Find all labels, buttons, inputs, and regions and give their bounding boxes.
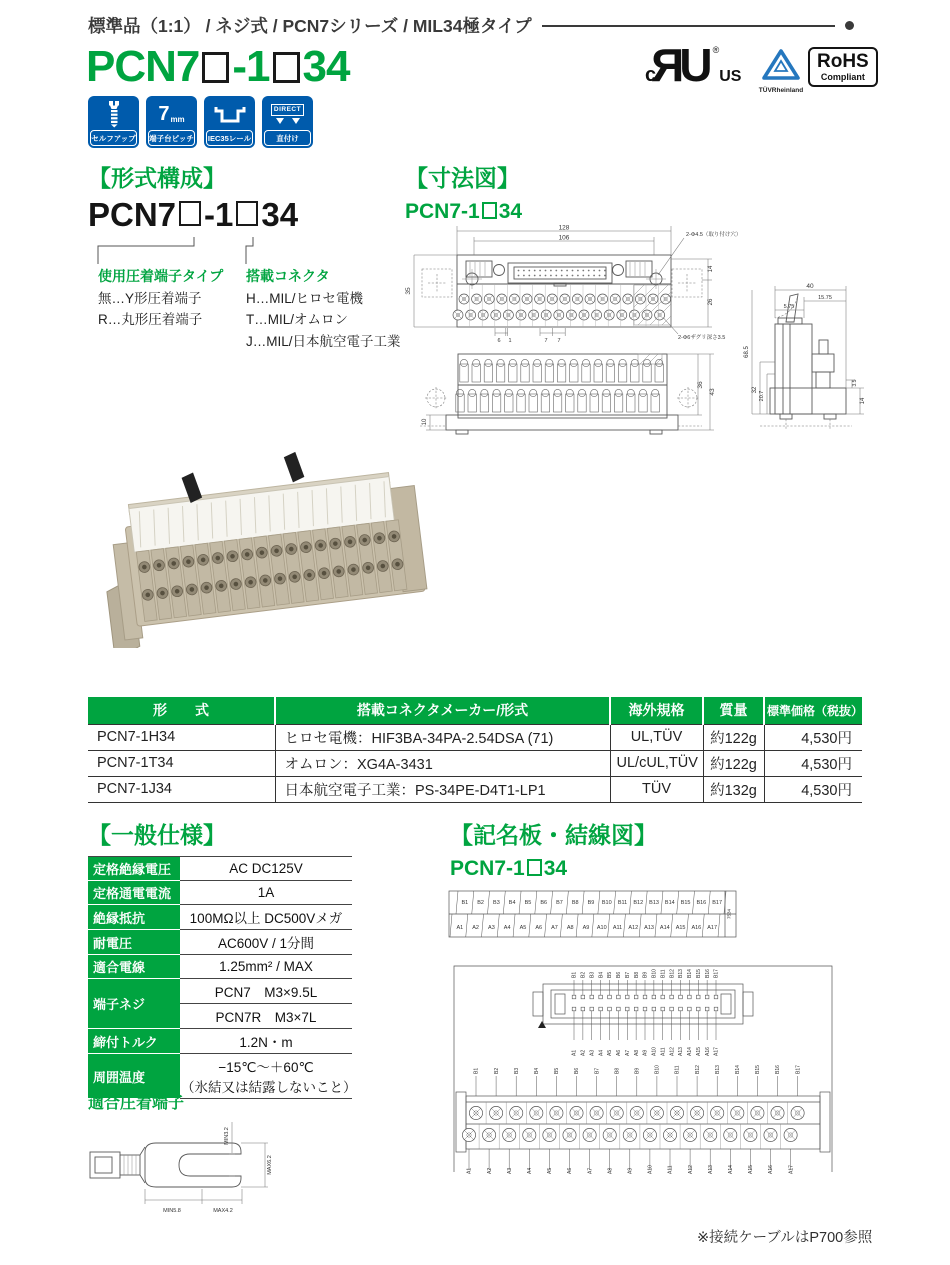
wiring-diagram	[448, 944, 838, 1176]
terminal-label: B14	[687, 969, 694, 978]
terminal-label: A8	[607, 1167, 614, 1174]
section-heading-nameplate: 【記名板・結線図】	[450, 822, 657, 848]
terminal-label: A17	[707, 925, 718, 931]
terminal-label: B2	[493, 1067, 500, 1074]
terminal-label: B6	[540, 900, 548, 906]
table-cell: 4,530円	[764, 750, 862, 776]
terminal-label: B7	[624, 971, 631, 978]
table-cell: 4,530円	[764, 724, 862, 750]
table-row	[88, 724, 862, 750]
terminal-label: A3	[589, 1049, 596, 1056]
terminal-label: A4	[503, 925, 511, 931]
terminal-label: B8	[633, 971, 640, 978]
crimp-terminal-drawing	[82, 1112, 307, 1220]
dimension-model: PCN7-1 34	[405, 200, 523, 223]
section-heading-specs: 【一般仕様】	[88, 822, 226, 848]
spec-value: 100MΩ以上 DC500Vメガ	[180, 905, 352, 930]
spec-row	[88, 881, 352, 905]
direct-mount-icon: DIRECT	[264, 98, 311, 130]
title-part: -1	[232, 42, 270, 91]
connector-type-group: 搭載コネクタ H…MIL/ヒロセ電機 T…MIL/オムロン J…MIL/日本航空電子工業	[246, 266, 401, 352]
plate-code: 7534	[726, 908, 732, 920]
terminal-label: B10	[601, 900, 612, 906]
dim-label: 5.75	[783, 304, 795, 310]
terminal-label: B12	[633, 900, 644, 906]
format-leader-lines	[88, 237, 388, 264]
spec-value: −15℃〜＋60℃ （氷結又は結露しないこと）	[180, 1054, 352, 1099]
table-row	[88, 750, 862, 776]
terminal-label: A16	[691, 925, 702, 931]
terminal-label: B5	[524, 900, 532, 906]
product-table-body	[88, 724, 862, 802]
table-cell: UL,TÜV	[610, 724, 703, 750]
dim-label: 10	[422, 418, 428, 426]
spec-label: 耐電圧	[88, 930, 180, 955]
terminal-label: B15	[695, 969, 702, 978]
badge-iec35-rail: IEC35レール	[204, 96, 255, 148]
terminal-label: A5	[519, 925, 527, 931]
terminal-label: B5	[554, 1067, 561, 1074]
terminal-label: B16	[696, 900, 707, 906]
terminal-label: B15	[755, 1065, 762, 1074]
terminal-label: A5	[547, 1167, 554, 1174]
dim-label: MAX4.2	[213, 1208, 233, 1214]
terminal-label: B4	[534, 1067, 540, 1074]
header-rule-dot	[845, 21, 854, 30]
title-part: 34	[302, 42, 350, 91]
pin1-marker	[538, 1021, 546, 1028]
terminal-label: A10	[647, 1165, 654, 1174]
terminal-label: A5	[607, 1049, 614, 1056]
terminal-label: A3	[506, 1167, 513, 1174]
spec-value: 1.25mm² / MAX	[180, 955, 352, 979]
terminal-label: B8	[614, 1067, 621, 1074]
terminal-label: B13	[678, 969, 685, 978]
terminal-label: A15	[695, 1047, 702, 1056]
dim-label: 2-Φ4.5（取り付け穴）	[686, 232, 742, 238]
terminal-label: B9	[587, 900, 595, 906]
spec-value: PCN7R M3×7L	[180, 1004, 352, 1029]
tuv-triangle-icon	[761, 48, 801, 81]
spec-label: 定格絶縁電圧	[88, 857, 180, 881]
table-cell: オムロン：XG4A-3431	[275, 750, 610, 776]
terminal-label: A15	[675, 925, 686, 931]
table-cell: TÜV	[610, 776, 703, 802]
dim-label: 106	[558, 234, 570, 242]
terminal-label: B3	[589, 971, 596, 978]
terminal-label: A2	[486, 1167, 493, 1174]
top-view-terminals	[453, 270, 671, 327]
terminal-label: A7	[624, 1049, 631, 1056]
terminal-label: A8	[566, 925, 574, 931]
terminal-label: A14	[659, 925, 670, 931]
breadcrumb	[88, 13, 854, 38]
spec-value: 1A	[180, 881, 352, 905]
dim-label: 40	[806, 283, 814, 290]
terminal-label: A16	[704, 1047, 711, 1056]
nameplate-diagram	[448, 888, 740, 940]
terminal-label: B11	[617, 900, 628, 906]
table-cell: 約122g	[703, 724, 764, 750]
terminal-label: B6	[616, 971, 623, 978]
nameplate-model: PCN7-1 34	[450, 857, 568, 880]
terminal-label: B12	[669, 969, 676, 978]
terminal-label: A6	[616, 1049, 623, 1056]
section-heading-format: 【形式構成】	[88, 165, 226, 191]
terminal-label: B15	[680, 900, 691, 906]
badge-self-up: セルフアップ	[88, 96, 139, 148]
terminal-label: A4	[527, 1167, 533, 1174]
dim-label: 3.5	[852, 379, 858, 387]
feature-badges	[88, 96, 313, 148]
spec-row	[88, 955, 352, 979]
placeholder-box	[179, 201, 201, 226]
front-view-terminals	[456, 359, 664, 412]
front-view-details	[638, 354, 662, 364]
column-header: 形 式	[88, 697, 275, 724]
terminal-label: A14	[728, 1165, 734, 1174]
terminal-label: B4	[508, 900, 516, 906]
badge-7mm-pitch: 7 mm 端子台ピッチ	[146, 96, 197, 148]
terminal-label: A16	[768, 1165, 775, 1174]
crimp-dim-lines	[145, 1122, 268, 1204]
dim-label: 43	[709, 388, 716, 396]
list-item: 無…Y形圧着端子	[98, 290, 202, 306]
terminal-label: B1	[461, 900, 469, 906]
terminal-label: A9	[642, 1049, 649, 1056]
terminal-label: A3	[488, 925, 495, 931]
terminal-label: A15	[748, 1165, 755, 1174]
spec-label: 周囲温度	[88, 1054, 180, 1099]
terminal-label: A1	[466, 1167, 473, 1174]
spec-row	[88, 1029, 352, 1054]
lever	[283, 451, 305, 483]
column-header: 標準価格（税抜）	[764, 697, 862, 724]
dim-label: 2-Φ6ザグリ深さ3.5	[678, 335, 726, 341]
spec-table-body	[88, 857, 357, 1099]
title-part: PCN7	[86, 42, 200, 91]
placeholder-box	[236, 201, 258, 226]
dim-label: 36	[697, 381, 704, 389]
terminal-label: B1	[473, 1067, 480, 1074]
terminal-label: B1	[571, 971, 578, 978]
side-view-outline	[770, 294, 846, 419]
terminal-label: B3	[513, 1067, 520, 1074]
terminal-label: A17	[788, 1165, 795, 1174]
terminal-label: A2	[580, 1049, 587, 1056]
terminal-label: B17	[712, 900, 723, 906]
spec-label: 端子ネジ	[88, 979, 180, 1029]
side-view-dim-lines	[752, 286, 864, 414]
terminal-label: A11	[612, 925, 623, 931]
terminal-label: A12	[669, 1047, 676, 1056]
terminal-label: B11	[674, 1065, 681, 1074]
column-header: 搭載コネクタメーカー/形式	[275, 697, 610, 724]
terminal-label: B7	[556, 900, 563, 906]
terminal-label: A1	[456, 925, 464, 931]
terminal-label: A9	[582, 925, 590, 931]
terminal-label: A17	[713, 1047, 720, 1056]
spec-row	[88, 905, 352, 930]
dim-label: 32	[752, 386, 758, 394]
dim-label: 20.7	[759, 390, 765, 402]
terminal-label: A14	[687, 1047, 694, 1056]
terminal-label: A13	[678, 1047, 685, 1056]
tuv-rheinland-logo: TÜVRheinland	[758, 48, 804, 94]
terminal-label: B17	[795, 1065, 802, 1074]
column-header: 海外規格	[610, 697, 703, 724]
terminal-label: B5	[607, 971, 614, 978]
list-item: T…MIL/オムロン	[246, 312, 349, 327]
spec-value: 1.2N・m	[180, 1029, 352, 1054]
terminal-label: A10	[651, 1047, 658, 1056]
terminal-label: B10	[651, 969, 658, 978]
dim-label: MIN5.8	[163, 1208, 181, 1214]
terminal-label: B3	[493, 900, 500, 906]
spec-value: AC DC125V	[180, 857, 352, 881]
crimp-hatch	[124, 1155, 136, 1175]
spec-row	[88, 857, 352, 881]
terminal-label: B9	[634, 1067, 641, 1074]
terminal-label: B13	[649, 900, 659, 906]
spec-label: 適合電線	[88, 955, 180, 979]
table-row	[88, 776, 862, 802]
terminal-label: A12	[687, 1165, 694, 1174]
terminal-label: B14	[735, 1065, 741, 1074]
column-header: 質量	[703, 697, 764, 724]
dim-label: 68.5	[744, 346, 750, 358]
terminal-label: A8	[633, 1049, 640, 1056]
placeholder-box	[482, 202, 497, 219]
spec-label: 絶縁抵抗	[88, 905, 180, 930]
terminal-label: B6	[574, 1067, 581, 1074]
pitch-7mm-icon: 7 mm	[158, 103, 185, 125]
dim-label: 14	[708, 265, 714, 273]
terminal-label: B17	[713, 969, 720, 978]
placeholder-box	[202, 52, 229, 83]
terminal-label: A2	[472, 925, 480, 931]
dim-label: MAX6.2	[267, 1155, 273, 1175]
terminal-label: B14	[664, 900, 675, 906]
rohs-logo: RoHS Compliant	[808, 47, 878, 87]
terminal-label: A6	[535, 925, 543, 931]
terminal-label: A12	[628, 925, 639, 931]
terminal-label: B13	[714, 1065, 721, 1074]
terminal-label: A11	[660, 1047, 667, 1056]
product-table	[88, 697, 862, 803]
table-cell: PCN7-1J34	[88, 776, 275, 802]
format-model: PCN7 -1 34	[88, 196, 299, 233]
terminal-label: A13	[644, 925, 654, 931]
terminal-label: B10	[654, 1065, 661, 1074]
table-cell: 日本航空電子工業：PS-34PE-D4T1-LP1	[275, 776, 610, 802]
dimension-drawing	[400, 222, 945, 450]
table-cell: 約122g	[703, 750, 764, 776]
badge-direct-mount: DIRECT 直付け	[262, 96, 313, 148]
header-rule	[542, 25, 835, 27]
terminal-label: A10	[596, 925, 607, 931]
dim-label: 14	[860, 397, 866, 405]
section-heading-dimensions: 【寸法図】	[405, 165, 520, 191]
product-photo	[95, 440, 440, 648]
crimp-type-group: 使用圧着端子タイプ 無…Y形圧着端子 R…丸形圧着端子	[98, 266, 223, 331]
dim-label: 7	[544, 338, 548, 344]
table-cell: UL/cUL,TÜV	[610, 750, 703, 776]
screw-icon	[90, 98, 137, 130]
terminal-label: B11	[660, 969, 667, 978]
table-cell: PCN7-1H34	[88, 724, 275, 750]
terminal-label: A6	[567, 1167, 574, 1174]
terminal-label: B9	[642, 971, 649, 978]
dim-label: 128	[558, 224, 570, 232]
terminal-label: A4	[598, 1049, 605, 1056]
placeholder-box	[273, 52, 300, 83]
table-cell: 4,530円	[764, 776, 862, 802]
front-view-dim-lines	[426, 354, 714, 430]
placeholder-box	[527, 859, 542, 876]
terminal-label: A7	[587, 1167, 594, 1174]
table-cell: 約132g	[703, 776, 764, 802]
spec-table	[88, 856, 357, 1099]
list-item: J…MIL/日本航空電子工業	[246, 333, 401, 349]
table-cell: PCN7-1T34	[88, 750, 275, 776]
dim-label: 7	[557, 338, 561, 344]
terminal-label: B2	[477, 900, 485, 906]
page-title	[86, 42, 349, 92]
cul-us-logo: c UR ® US	[645, 39, 742, 92]
dim-label: 15.75	[818, 295, 832, 301]
spec-row	[88, 930, 352, 955]
section-heading-crimp: 適合圧着端子	[88, 1095, 185, 1112]
terminal-label: B4	[598, 971, 605, 978]
list-item: H…MIL/ヒロセ電機	[246, 290, 364, 306]
terminal-label: B12	[694, 1065, 701, 1074]
dim-label: 35	[405, 287, 412, 295]
dim-label: 6	[497, 338, 501, 344]
terminal-label: B16	[775, 1065, 782, 1074]
table-cell: ヒロセ電機：HIF3BA-34PA-2.54DSA (71)	[275, 724, 610, 750]
spec-label: 定格通電電流	[88, 881, 180, 905]
din-rail-icon	[206, 98, 253, 130]
spec-label: 締付トルク	[88, 1029, 180, 1054]
crimp-outline	[90, 1143, 241, 1187]
breadcrumb-text: 標準品（1:1） / ネジ式 / PCN7シリーズ / MIL34極タイプ	[88, 16, 532, 36]
terminal-label: B2	[580, 971, 587, 978]
spec-row	[88, 979, 352, 1004]
spec-value: AC600V / 1分間	[180, 930, 352, 955]
dim-label: 26	[708, 298, 714, 306]
list-item: R…丸形圧着端子	[98, 312, 203, 327]
product-table-head-row	[88, 697, 862, 724]
terminal-label: A13	[707, 1165, 714, 1174]
footer-note: ※接続ケーブルはP700参照	[697, 1230, 873, 1246]
terminal-label: B7	[594, 1067, 601, 1074]
dim-label: 1	[508, 338, 512, 344]
terminal-label: A11	[667, 1165, 674, 1174]
terminal-label: A1	[571, 1049, 578, 1056]
dim-label: MIN3.2	[224, 1127, 230, 1145]
terminal-label: A7	[551, 925, 558, 931]
terminal-label: A9	[627, 1167, 634, 1174]
terminal-label: B8	[571, 900, 579, 906]
terminal-label: B16	[704, 969, 711, 978]
spec-value: PCN7 M3×9.5L	[180, 979, 352, 1004]
